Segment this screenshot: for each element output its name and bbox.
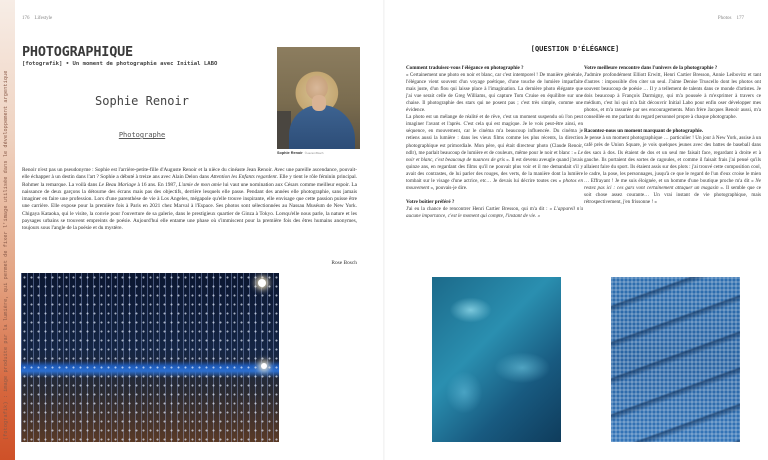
interview-answer: », pouvais-je dire. xyxy=(429,184,468,191)
portrait-photo xyxy=(277,47,360,149)
interview-answer: J'ai eu la chance de rencontrer Henri Cartier Bresson, qui m'a dit : xyxy=(406,205,550,212)
interview-answer: J'admire profondément Elliott Erwitt, Henri Cartier Bresson, Annie Leibovitz et tant d'autres : impossible d'en citer un seul. J'aime Denise Truscello dont les photos ont souvent beaucoup de poésie … Il y a tellement de talents dans ce monde d'artistes. Je dois beaucoup à François Darmigny, qui m'a poussée à m'exprimer à travers ce médium, c'est lui qui m'a fait découvrir Initial Labo pour enfin oser développer mes photos, et m'a rassurée par ses encouragements. Mon frère Jacques Renoir aussi, m'a conseillée en me parlant du regard personnel propre à chaque photographe. xyxy=(584,72,761,121)
bio-part: à 16 ans. En 1987, xyxy=(136,181,179,188)
decorative-side-strip xyxy=(0,0,15,460)
bio-part: . Elle y tient le rôle féminin principal. Rohmer la remarque. La voilà dans xyxy=(22,174,357,188)
interview-answer: ». Il est devenu aveugle quand j'avais quinze ans, en regardant des films qu'il ne pouvait plus voir et il me demandait s'il y avait des contrastes, de lui parler des rouges, des verts, de la manière dont la lumière tombait sur le visage d'une actrice, etc… Je devais lui décrire toutes ces « xyxy=(406,156,583,184)
bio-film-title: L'amie de mon amie xyxy=(178,181,222,188)
mosaic-photo xyxy=(611,277,740,442)
interview-section-title: [QUESTION D'ÉLÉGANCE] xyxy=(530,45,620,53)
strip-vertical-text: (fotografik) : image produite par la lumière, qui permet de fixer l'image utilisée dans le développement argentique xyxy=(3,70,9,440)
interview-column-right xyxy=(584,65,761,206)
photographer-role: Photographe xyxy=(118,131,166,139)
interview-answer: La photo est un mélange de réalité et de rêve, c'est un moment suspendu où l'on peut imaginer l'avant et l'après. C'est cela qui est magique. Je le vois peut-être ainsi, en séquence, en mouvement, car le cinéma m'a beaucoup influencée. Du cinéma je retiens aussi la lumière : dans les vieux films comme les plus récents, la direction photographique est primordiale. Mon père, qui était directeur photo (Claude Renoir, ndlr), me parlait beaucoup de lumière et de couleurs, même pour le noir et blanc : « xyxy=(406,114,583,156)
night-photo-lamp xyxy=(258,279,266,287)
article-author: Rose Bosch xyxy=(331,260,357,266)
portrait-caption xyxy=(277,151,323,155)
section-label-right: Photos xyxy=(717,16,732,21)
portrait-credit: ©Laurent Bosch xyxy=(304,152,324,155)
interview-question: Racontez-nous un moment marquant de photographie. xyxy=(584,128,704,135)
bio-film-title: Attention les Enfants regardent xyxy=(210,174,277,181)
interview-quote: « L'appareil n'a aucune importance, c'est le moment qui compte, l'instant de vie. » xyxy=(406,205,583,219)
interview-answer: ». Il semble que ce soit chose assez courante… Un vrai instant de vie photographique, mais rétrospectivement, j'en frissonne ! » xyxy=(584,184,761,205)
interview-column-left xyxy=(406,65,583,220)
photographer-name: Sophie Renoir xyxy=(95,94,189,108)
water-photo xyxy=(432,277,561,442)
interview-question: Votre meilleure rencontre dans l'univers de la photographie ? xyxy=(584,65,718,71)
page-number-left: 176 xyxy=(22,16,30,21)
bio-part: lui vaut une nomination aux Césars comme meilleur espoir. La naissance de deux garçons la détourne des écrans mais pas des objectifs, derrière lesquels elle passe. Pendant des années elle photographie, sans jamais imaginer en faire une profession. Lors d'une parenthèse de vie à Los Angeles, mégapole qu'elle trouve inspirante, elle envisage que cette passion puisse être une carrière. Elle expose pour la première fois à Paris en 2021 chez Marval à l'Espace. Ses photos sont sélectionnées au Nassau Muséum de New York. Chigaya Kataoka, qui le visite, la convie pour l'ouverture de sa galerie, dans le prestigieux quartier de Ginza à Tokyo. Lorsqu'elle nous parle, la nature et les paysages urbains se trouvent empreints de poésie. Aujourd'hui elle entame une phase où s'immiscent pour la première fois des êtres humains anonymes, toujours sous l'angle de la poésie et du mystère. xyxy=(22,181,357,232)
interview-answer: « Certainement une photo en noir et blanc, car c'est intemporel ! De manière générale, l'élégance vient souvent d'un voyage poétique, d'une touche de lumière imparfaite mais juste, d'un flou qui laisse place à l'imagination. La dernière photo élégante que j'ai vue serait celle de Greg Williams, qui capture Tom Cruise en équilibre sur une chaise. Il photographie des stars qui ne posent pas ; c'est très simple, comme une évidence. xyxy=(406,72,583,114)
left-folio xyxy=(22,16,57,21)
portrait-caption-name: Sophie Renoir xyxy=(277,151,303,155)
night-photo-lights xyxy=(21,273,279,442)
bio-part: Renoir n'est pas un pseudonyme : Sophie est l'arrière-petite-fille d'Auguste Renoir et la nièce du cinéaste Jean Renoir. Avec une pareille ascendance, pouvait-elle échapper à un destin dans l'art ? Sophie a débuté à treize ans avec Alain Delon dans xyxy=(22,167,357,181)
section-label-left: Lifestyle xyxy=(34,16,53,21)
interview-question: Comment traduisez-vous l'élégance en photographie ? xyxy=(406,65,524,71)
portrait-hand xyxy=(312,95,326,111)
page-title: PHOTOGRAPHIQUE xyxy=(22,44,133,60)
biography-text xyxy=(22,167,357,233)
night-city-photo xyxy=(21,273,279,442)
interview-quote: Le noir et blanc, c'est beaucoup de nuances de gris xyxy=(406,149,583,163)
bio-film-title: Le Beau Mariage xyxy=(98,181,137,188)
right-folio xyxy=(713,16,744,21)
interview-quote: Ne restez pas ici : ces gars vont certainement attaquer un magasin xyxy=(584,177,761,191)
page-number-right: 177 xyxy=(736,16,744,21)
night-photo-lamp xyxy=(261,363,267,369)
page-subtitle: [fotografik] • Un moment de photographie avec Initial LABO xyxy=(22,61,218,67)
interview-quote: photos en mouvement xyxy=(406,177,583,191)
interview-answer: Je pense à un moment photographique … particulier ! Un jour à New York, assise à un café près de Union Square, je vois quelques jeunes avec des battes de baseball dans des sacs à dos. Ils étaient de dos et un seul me faisait face, regardant à droite et à gauche. Ils portaient des sortes de cagoules, et comme il faisait frais j'ai pensé qu'ils allaient faire du sport. Ils étaient assis sur des plots : j'ai trouvé cette composition cool, le cadre, la pose, les personnages, jusqu'à ce que le regard de l'un d'eux croise le mien … Effrayant ! Je me suis éloignée, et un homme d'une boutique proche m'a dit « xyxy=(584,135,761,184)
page-spine xyxy=(383,0,385,460)
portrait-sweater xyxy=(289,105,355,149)
interview-question: Votre boîtier préféré ? xyxy=(406,198,455,205)
